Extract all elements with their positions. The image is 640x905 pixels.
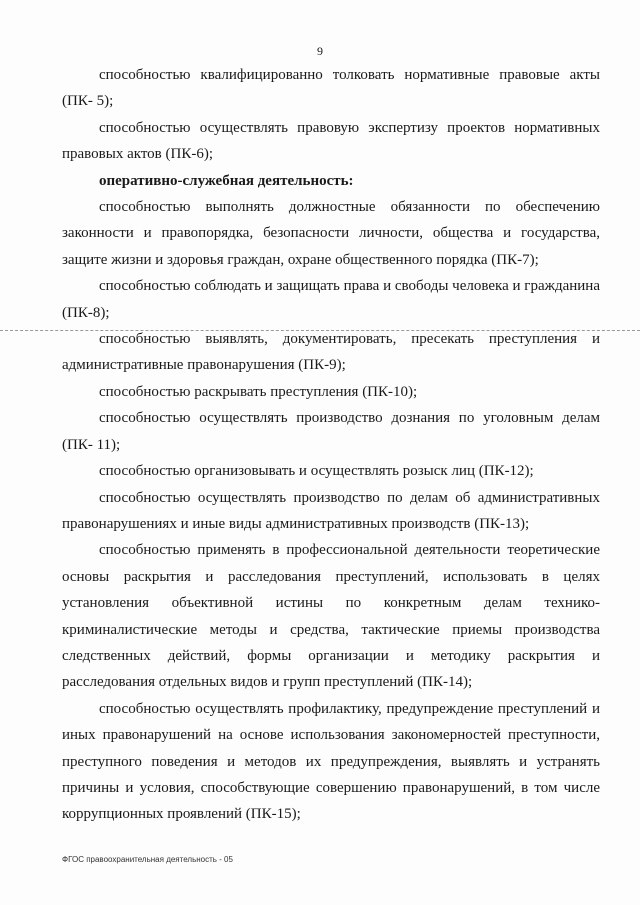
section-heading: оперативно-служебная деятельность: <box>99 172 354 189</box>
document-body <box>62 62 600 828</box>
page-number: 9 <box>317 44 323 58</box>
paragraph-pk6: способностью осуществлять правовую экспертизу проектов нормативных правовых актов (ПК-6); <box>62 119 600 163</box>
paragraph-pk14: способностью применять в профессиональной деятельности теоретические основы раскрытия и расследования преступлений, использовать в целях установления объективной истины по конкретным делам технико-криминалистические методы и средства, тактические приемы производства следственных действий, формы организации и методику раскрытия и расследования отдельных видов и групп преступлений (ПК-14); <box>62 542 600 691</box>
paragraph-pk11: способностью осуществлять производство дознания по уголовным делам (ПК- 11); <box>62 410 600 453</box>
paragraph-pk8: способностью соблюдать и защищать права и свободы человека и гражданина (ПК-8); <box>62 278 600 321</box>
paragraph-pk12: способностью организовывать и осуществлять розыск лиц (ПК-12); <box>99 463 534 480</box>
paragraph-pk9: способностью выявлять, документировать, пресекать преступления и административные правонарушения (ПК-9); <box>62 331 600 374</box>
paragraph-pk15: способностью осуществлять профилактику, предупреждение преступлений и иных правонарушений на основе использования закономерностей преступности, преступного поведения и методов их предупреждения, выявлять и устранять причины и условия, способствующие совершению правонарушений, в том числе коррупционных проявлений (ПК-15); <box>62 700 600 823</box>
paragraph-pk5: способностью квалифицированно толковать нормативные правовые акты (ПК- 5); <box>62 67 600 110</box>
paragraph-pk7: способностью выполнять должностные обязанности по обеспечению законности и правопорядка, безопасности личности, общества и государства, защите жизни и здоровья граждан, охране общественного порядка (ПК-7); <box>62 199 600 268</box>
paragraph-pk13: способностью осуществлять производство по делам об административных правонарушениях и иные виды административных производств (ПК-13); <box>62 489 600 532</box>
paragraph-pk10: способностью раскрывать преступления (ПК-10); <box>99 383 418 400</box>
page-footer: ФГОС правоохранительная деятельность - 05 <box>62 855 233 864</box>
scan-artifact-line <box>0 330 640 331</box>
